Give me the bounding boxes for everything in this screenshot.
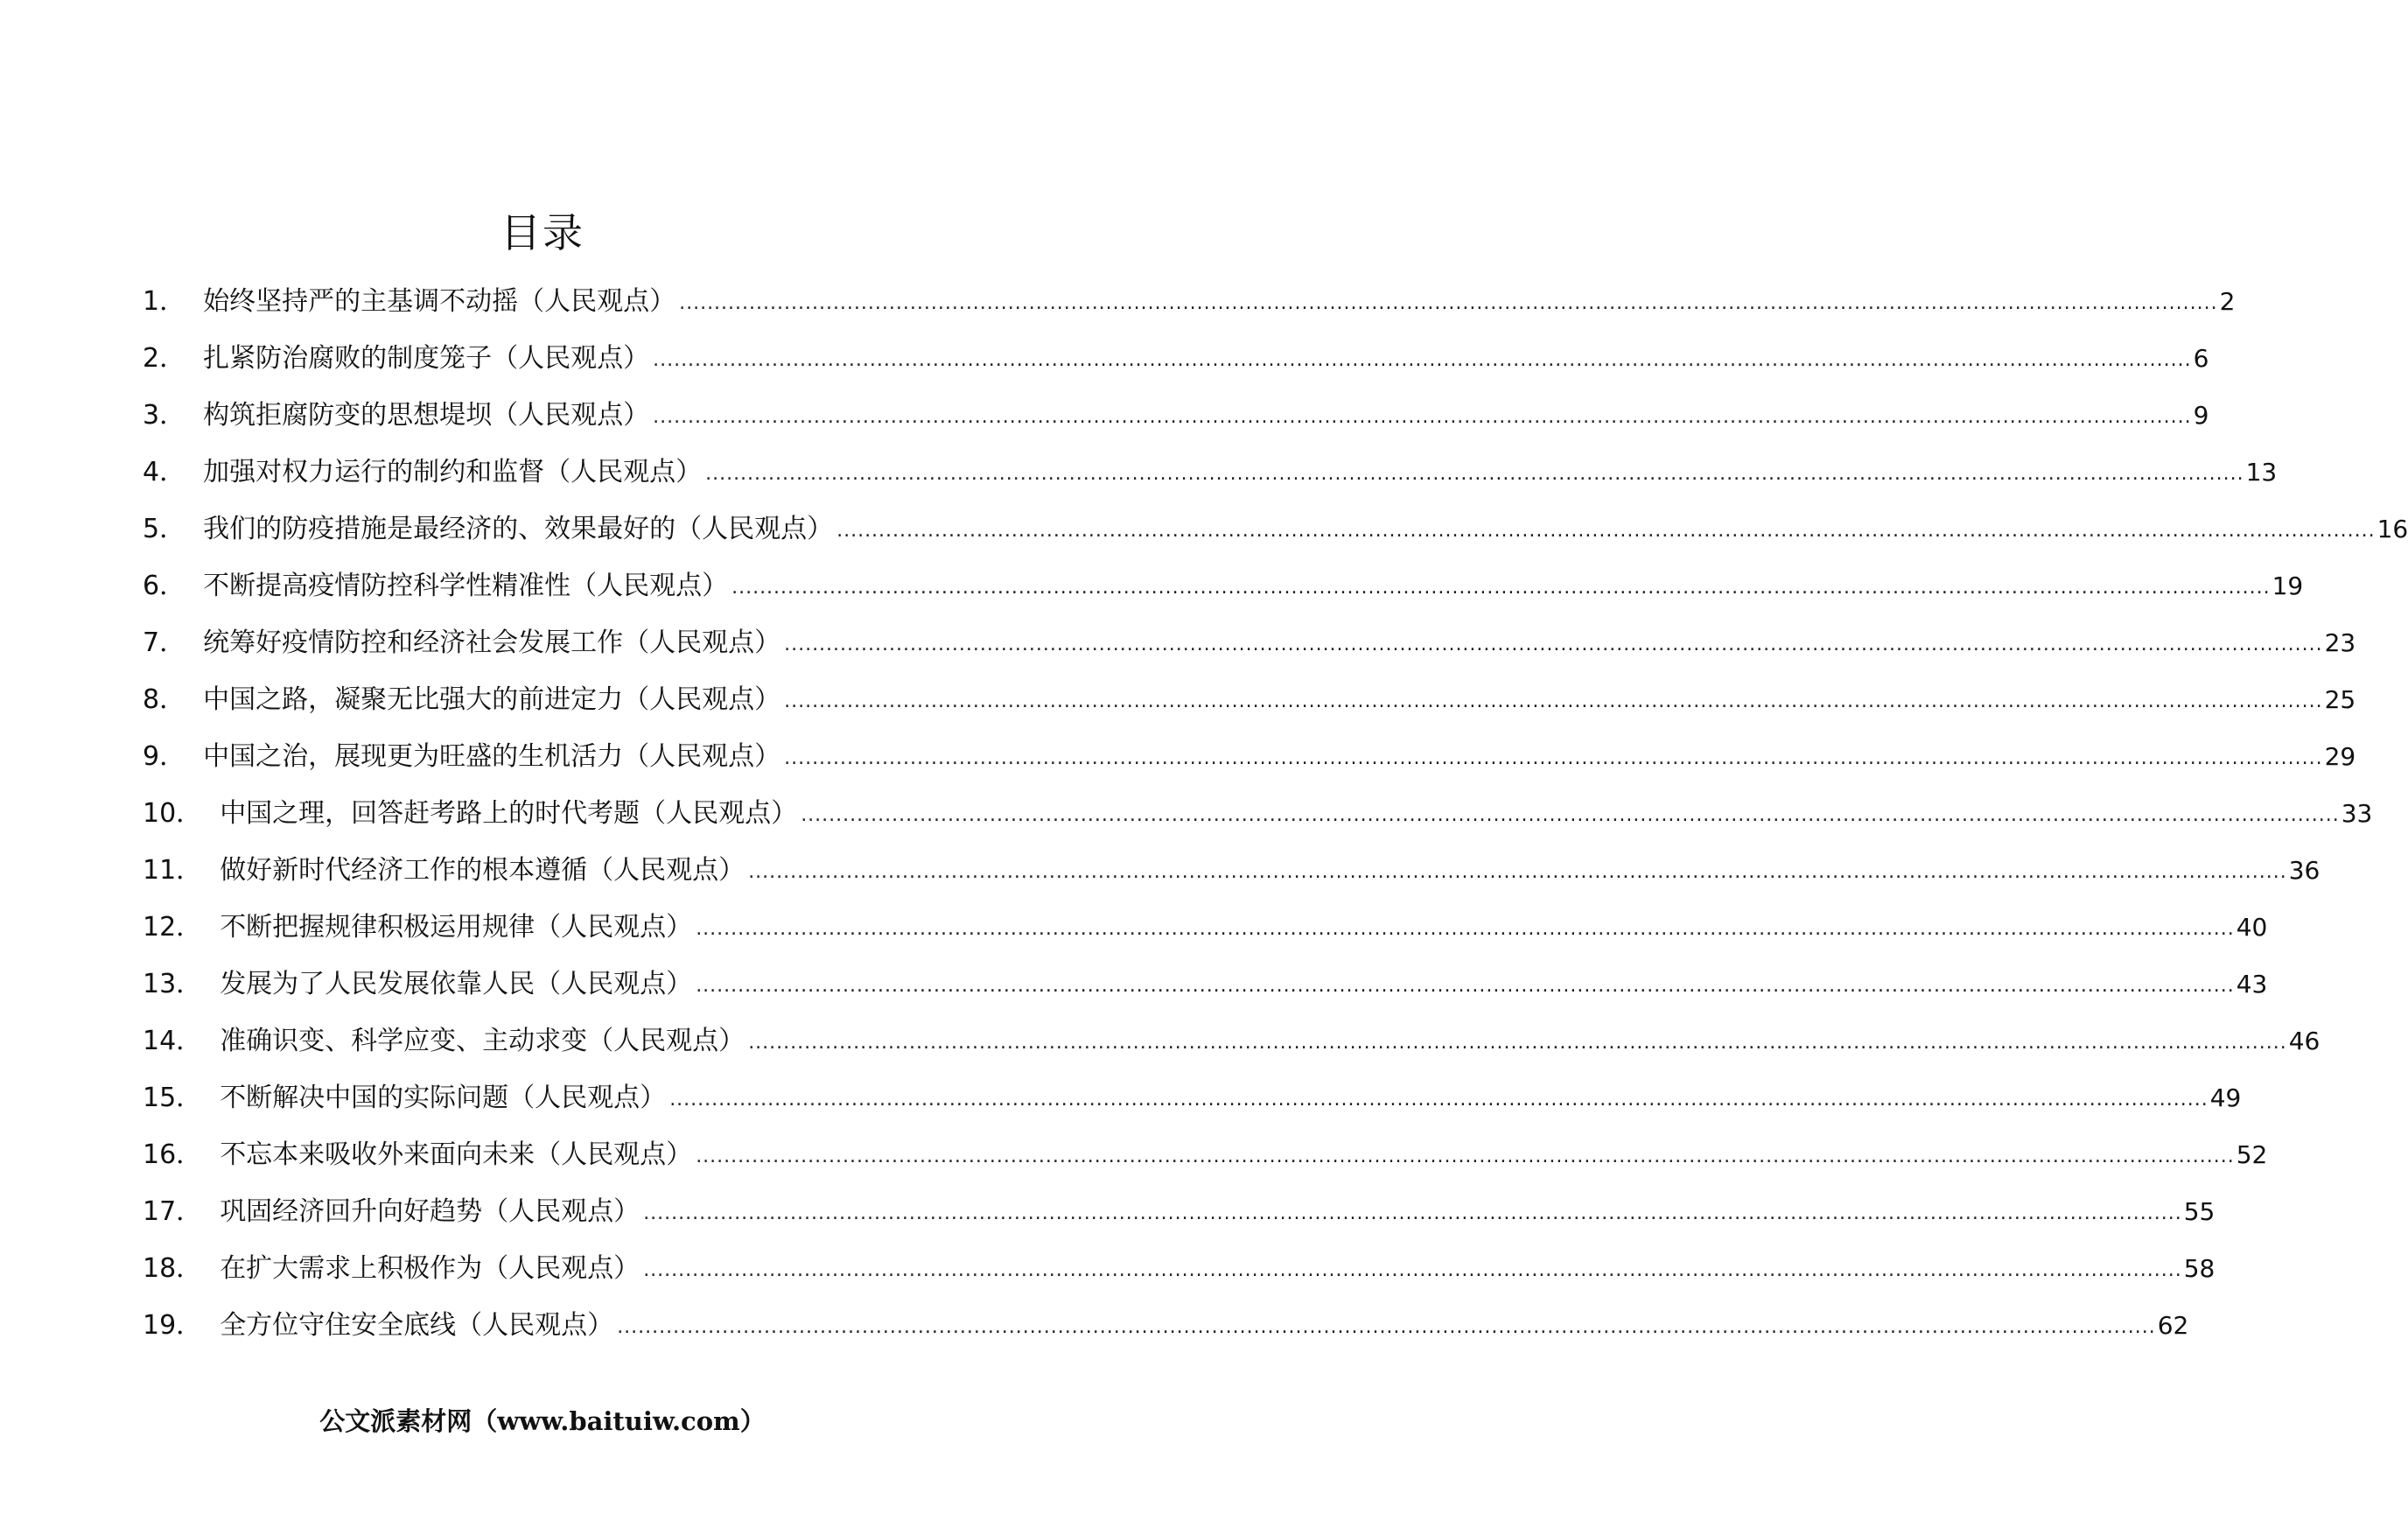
toc-entry-number: 5． bbox=[143, 514, 186, 544]
toc-entry-title[interactable]: 加强对权力运行的制约和监督（人民观点） bbox=[203, 457, 703, 487]
toc-entry-page-number: 58 bbox=[2183, 1254, 2216, 1283]
toc-entry-number: 11． bbox=[143, 855, 203, 886]
toc-entry-title[interactable]: 中国之治，展现更为旺盛的生机活力（人民观点） bbox=[203, 741, 781, 772]
toc-entry-number: 4． bbox=[143, 457, 186, 487]
toc-entry-page-number: 29 bbox=[2324, 742, 2356, 771]
toc-list bbox=[143, 263, 2408, 1343]
toc-entry-title[interactable]: 扎紧防治腐败的制度笼子（人民观点） bbox=[203, 343, 650, 374]
toc-entry-title[interactable]: 我们的防疫措施是最经济的、效果最好的（人民观点） bbox=[203, 514, 834, 544]
toc-entry[interactable] bbox=[143, 547, 2304, 604]
toc-entry-page-number: 6 bbox=[2193, 344, 2209, 373]
toc-entry-number: 1． bbox=[143, 286, 186, 317]
toc-entry-page-number: 16 bbox=[2376, 515, 2408, 543]
toc-entry[interactable] bbox=[143, 831, 2320, 888]
footer-source: 公文派素材网（www.baituiw.com） bbox=[319, 1406, 766, 1436]
toc-entry-number: 15． bbox=[143, 1083, 203, 1113]
toc-dot-leader: ............................................................................................................................................................................................................................ bbox=[748, 1032, 2287, 1054]
toc-entry[interactable] bbox=[143, 1286, 2189, 1343]
toc-entry-number: 12． bbox=[143, 912, 203, 943]
toc-dot-leader: ............................................................................................................................................................................................................................ bbox=[696, 1146, 2235, 1167]
toc-entry[interactable] bbox=[143, 1173, 2216, 1230]
toc-entry-title[interactable]: 发展为了人民发展依靠人民（人民观点） bbox=[220, 969, 693, 999]
toc-entry-page-number: 23 bbox=[2324, 628, 2356, 657]
toc-entry-page-number: 52 bbox=[2236, 1140, 2268, 1169]
toc-entry-number: 9． bbox=[143, 741, 186, 772]
toc-entry-page-number: 49 bbox=[2209, 1083, 2242, 1112]
toc-entry-page-number: 33 bbox=[2341, 799, 2373, 828]
toc-entry-page-number: 2 bbox=[2219, 287, 2236, 316]
toc-entry-page-number: 40 bbox=[2236, 913, 2268, 942]
toc-entry-page-number: 19 bbox=[2272, 571, 2304, 600]
toc-entry[interactable] bbox=[143, 888, 2268, 945]
toc-entry-number: 10． bbox=[143, 798, 203, 829]
toc-entry-number: 19． bbox=[143, 1310, 203, 1341]
toc-entry-number: 14． bbox=[143, 1026, 203, 1056]
toc-entry-title[interactable]: 不断提高疫情防控科学性精准性（人民观点） bbox=[203, 571, 729, 601]
toc-entry-page-number: 13 bbox=[2245, 458, 2278, 487]
toc-entry-number: 2． bbox=[143, 343, 186, 374]
toc-entry-number: 7． bbox=[143, 627, 186, 658]
toc-dot-leader: ............................................................................................................................................................................................................................ bbox=[653, 349, 2192, 371]
toc-entry[interactable] bbox=[143, 718, 2356, 775]
toc-entry-page-number: 9 bbox=[2193, 401, 2209, 430]
toc-entry-title[interactable]: 统筹好疫情防控和经济社会发展工作（人民观点） bbox=[203, 627, 781, 658]
toc-entry[interactable] bbox=[143, 263, 2236, 319]
toc-dot-leader: ............................................................................................................................................................................................................................ bbox=[679, 292, 2218, 314]
toc-entry-number: 8． bbox=[143, 684, 186, 715]
toc-entry[interactable] bbox=[143, 775, 2373, 831]
toc-dot-leader: ............................................................................................................................................................................................................................ bbox=[696, 975, 2235, 997]
toc-entry-page-number: 25 bbox=[2324, 685, 2356, 714]
toc-dot-leader: ............................................................................................................................................................................................................................ bbox=[653, 406, 2192, 428]
toc-entry-page-number: 43 bbox=[2236, 970, 2268, 999]
toc-dot-leader: ............................................................................................................................................................................................................................ bbox=[784, 634, 2323, 655]
toc-entry-title[interactable]: 不断解决中国的实际问题（人民观点） bbox=[220, 1083, 667, 1113]
toc-dot-leader: ............................................................................................................................................................................................................................ bbox=[836, 520, 2376, 542]
toc-entry-title[interactable]: 在扩大需求上积极作为（人民观点） bbox=[220, 1253, 640, 1284]
toc-entry-title[interactable]: 巩固经济回升向好趋势（人民观点） bbox=[220, 1196, 640, 1227]
toc-entry-number: 13． bbox=[143, 969, 203, 999]
toc-entry-title[interactable]: 中国之理，回答赶考路上的时代考题（人民观点） bbox=[220, 798, 798, 829]
toc-entry-page-number: 55 bbox=[2183, 1197, 2216, 1226]
toc-entry-title[interactable]: 不断把握规律积极运用规律（人民观点） bbox=[220, 912, 693, 943]
toc-entry-title[interactable]: 全方位守住安全底线（人民观点） bbox=[220, 1310, 614, 1341]
toc-entry[interactable] bbox=[143, 604, 2356, 661]
toc-entry[interactable] bbox=[143, 1002, 2320, 1059]
toc-dot-leader: ............................................................................................................................................................................................................................ bbox=[784, 747, 2323, 769]
toc-entry-title[interactable]: 中国之路，凝聚无比强大的前进定力（人民观点） bbox=[203, 684, 781, 715]
toc-title: 目录 bbox=[500, 209, 584, 256]
toc-entry-title[interactable]: 始终坚持严的主基调不动摇（人民观点） bbox=[203, 286, 676, 317]
toc-entry-number: 18． bbox=[143, 1253, 203, 1284]
toc-entry-title[interactable]: 构筑拒腐防变的思想堤坝（人民观点） bbox=[203, 400, 650, 431]
toc-entry-title[interactable]: 做好新时代经济工作的根本遵循（人民观点） bbox=[220, 855, 746, 886]
toc-entry-number: 16． bbox=[143, 1139, 203, 1170]
toc-dot-leader: ............................................................................................................................................................................................................................ bbox=[748, 861, 2287, 883]
toc-dot-leader: ............................................................................................................................................................................................................................ bbox=[643, 1202, 2182, 1224]
toc-entry[interactable] bbox=[143, 433, 2278, 490]
toc-entry[interactable] bbox=[143, 376, 2209, 433]
toc-entry-number: 17． bbox=[143, 1196, 203, 1227]
toc-entry[interactable] bbox=[143, 945, 2268, 1002]
toc-entry[interactable] bbox=[143, 1116, 2268, 1173]
toc-dot-leader: ............................................................................................................................................................................................................................ bbox=[696, 918, 2235, 940]
toc-entry-title[interactable]: 准确识变、科学应变、主动求变（人民观点） bbox=[220, 1026, 746, 1056]
toc-dot-leader: ............................................................................................................................................................................................................................ bbox=[784, 690, 2323, 712]
toc-entry-number: 6． bbox=[143, 571, 186, 601]
toc-entry-page-number: 36 bbox=[2288, 856, 2320, 885]
toc-entry-number: 3． bbox=[143, 400, 186, 431]
toc-dot-leader: ............................................................................................................................................................................................................................ bbox=[801, 804, 2340, 826]
toc-dot-leader: ............................................................................................................................................................................................................................ bbox=[669, 1089, 2208, 1111]
toc-dot-leader: ............................................................................................................................................................................................................................ bbox=[643, 1259, 2182, 1281]
toc-dot-leader: ............................................................................................................................................................................................................................ bbox=[705, 463, 2244, 485]
toc-entry-page-number: 46 bbox=[2288, 1027, 2320, 1055]
toc-entry-title[interactable]: 不忘本来吸收外来面向未来（人民观点） bbox=[220, 1139, 693, 1170]
toc-entry[interactable] bbox=[143, 1059, 2242, 1116]
toc-entry[interactable] bbox=[143, 661, 2356, 718]
toc-dot-leader: ............................................................................................................................................................................................................................ bbox=[617, 1316, 2156, 1338]
toc-entry[interactable] bbox=[143, 1230, 2216, 1286]
toc-entry-page-number: 62 bbox=[2157, 1311, 2189, 1340]
toc-entry[interactable] bbox=[143, 319, 2209, 376]
toc-dot-leader: ............................................................................................................................................................................................................................ bbox=[732, 577, 2271, 599]
toc-entry[interactable] bbox=[143, 490, 2408, 547]
